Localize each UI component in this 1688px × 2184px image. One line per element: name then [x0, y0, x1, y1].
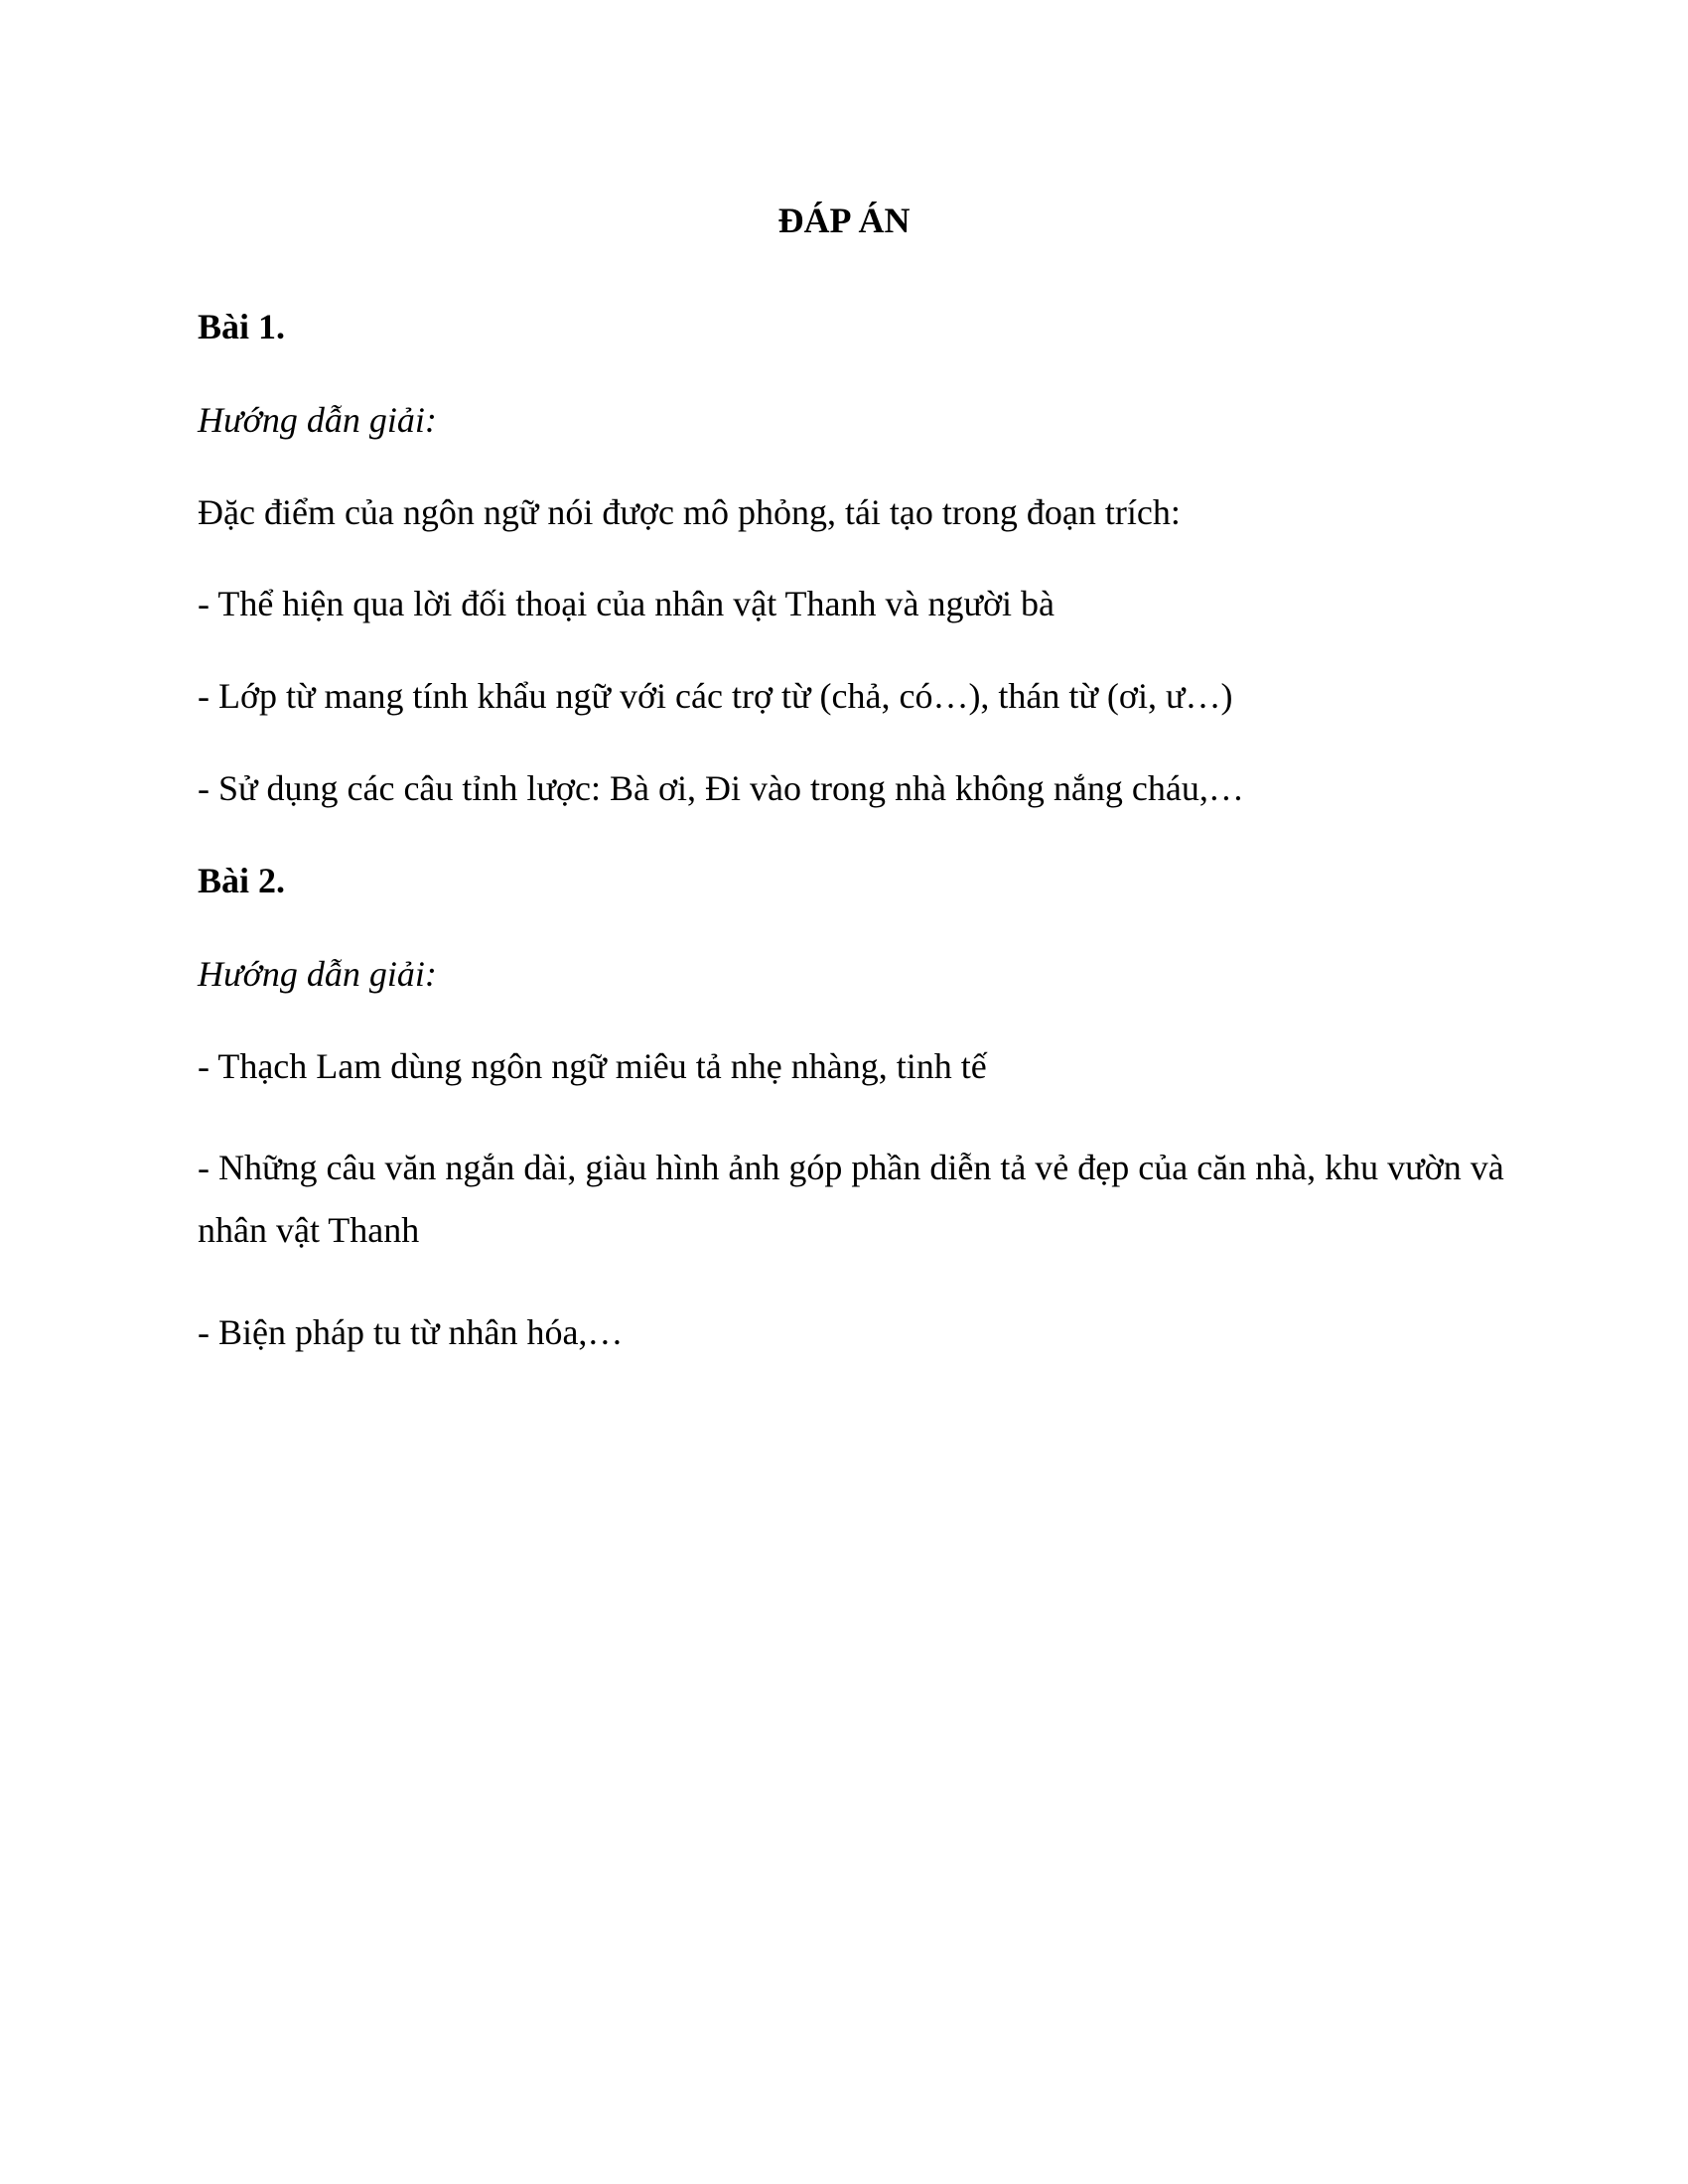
section-1-point-2: - Lớp từ mang tính khẩu ngữ với các trợ từ (chả, có…), thán từ (ơi, ư…): [198, 676, 1233, 716]
section-2-point-2: - Những câu văn ngắn dài, giàu hình ảnh góp phần diễn tả vẻ đẹp của căn nhà, khu vườn và nhân vật Thanh: [198, 1148, 1504, 1250]
section-1-point-3: - Sử dụng các câu tỉnh lược: Bà ơi, Đi vào trong nhà không nắng cháu,…: [198, 768, 1244, 808]
section-1-point-1: - Thể hiện qua lời đối thoại của nhân vật Thanh và người bà: [198, 584, 1055, 623]
section-1-heading: Bài 1.: [198, 307, 286, 346]
section-2-heading: Bài 2.: [198, 861, 286, 900]
section-2-guide-label: Hướng dẫn giải:: [198, 954, 437, 994]
section-2-point-3: - Biện pháp tu từ nhân hóa,…: [198, 1312, 624, 1352]
document-title: ĐÁP ÁN: [777, 201, 911, 240]
section-1-guide-label: Hướng dẫn giải:: [198, 400, 437, 440]
section-2-point-1: - Thạch Lam dùng ngôn ngữ miêu tả nhẹ nhàng, tinh tế: [198, 1046, 987, 1086]
section-1-intro: Đặc điểm của ngôn ngữ nói được mô phỏng, tái tạo trong đoạn trích:: [198, 492, 1181, 532]
